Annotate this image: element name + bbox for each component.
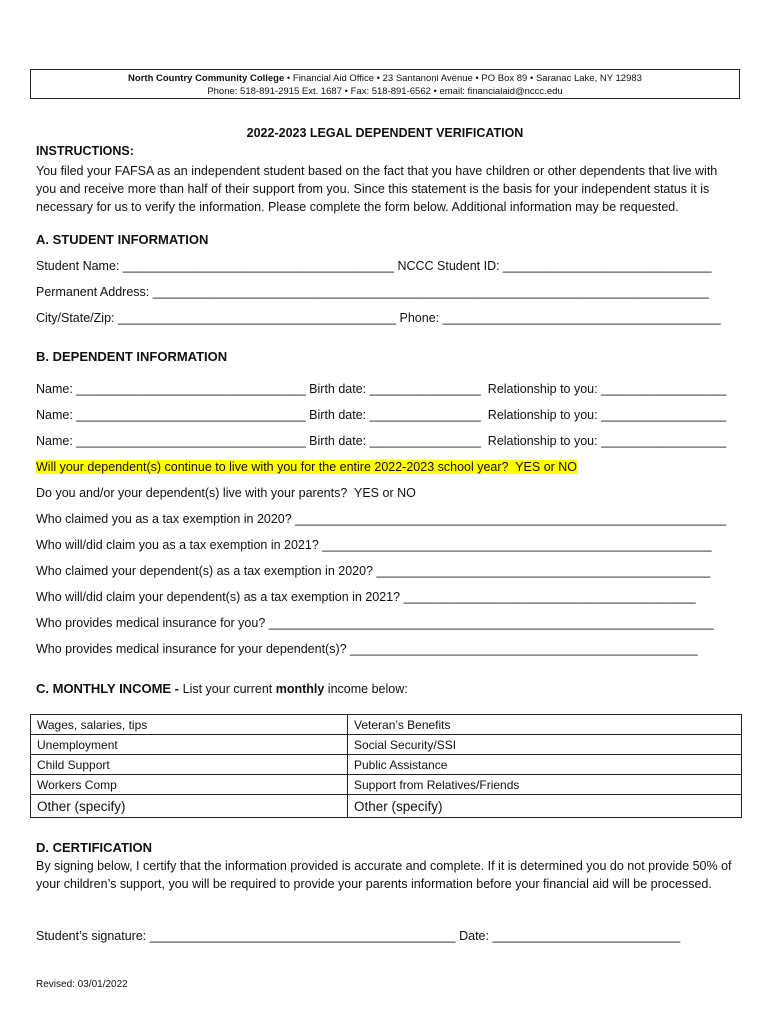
revised-date: Revised: 03/01/2022 — [36, 979, 128, 990]
instructions-text: You filed your FAFSA as an independent student based on the fact that you have children or other dependents that live with you and receive more than half of their support from you. Since this statement is the basis for your independent status it is necessary for us to verify the information. Please complete the form below. Additional information may be requested. — [36, 164, 718, 214]
header-line-2: Phone: 518-891-2915 Ext. 1687 • Fax: 518-891-6562 • email: financialaid@nccc.edu — [207, 86, 563, 97]
student-name-line[interactable]: Student Name: _______________________________________ NCCC Student ID: ______________________________ — [36, 259, 712, 273]
table-row — [31, 735, 742, 755]
header-line-1 — [31, 72, 739, 85]
question-claim-dependents-2021[interactable]: Who will/did claim your dependent(s) as a tax exemption in 2021? __________________________________________ — [36, 590, 696, 604]
section-b-heading: B. DEPENDENT INFORMATION — [36, 349, 228, 364]
section-d-heading: D. CERTIFICATION — [36, 840, 153, 855]
section-a-heading: A. STUDENT INFORMATION — [36, 232, 209, 247]
college-header-box — [30, 69, 740, 99]
instructions-heading: INSTRUCTIONS: — [36, 144, 134, 158]
question-medical-insurance-you[interactable]: Who provides medical insurance for you? ________________________________________________________________ — [36, 616, 714, 630]
highlighted-question: Will your dependent(s) continue to live with you for the entire 2022-2023 school year? YES or NO — [36, 460, 578, 474]
income-table — [30, 714, 742, 818]
income-cell[interactable]: Support from Relatives/Friends — [348, 775, 742, 795]
question-live-with-parents[interactable]: Do you and/or your dependent(s) live with your parents? YES or NO — [36, 486, 416, 500]
permanent-address-line[interactable]: Permanent Address: ________________________________________________________________________________ — [36, 285, 709, 299]
city-state-zip-line[interactable]: City/State/Zip: ________________________________________ Phone: ________________________________________ — [36, 311, 721, 325]
section-c-sub-post: income below: — [324, 682, 408, 696]
table-row — [31, 715, 742, 735]
question-live-entire-year[interactable] — [36, 460, 577, 474]
income-cell[interactable]: Child Support — [31, 755, 348, 775]
table-row — [31, 775, 742, 795]
section-c-sub-pre: List your current — [182, 682, 276, 696]
question-claimed-dependents-2020[interactable]: Who claimed your dependent(s) as a tax exemption in 2020? ________________________________________________ — [36, 564, 711, 578]
income-cell[interactable]: Veteran’s Benefits — [348, 715, 742, 735]
question-claimed-you-2020[interactable]: Who claimed you as a tax exemption in 2020? ______________________________________________________________ — [36, 512, 727, 526]
dependent-row-1[interactable]: Name: _________________________________ Birth date: ________________ Relationship to you: __________________ — [36, 382, 727, 396]
table-row — [31, 795, 742, 818]
question-medical-insurance-dependents[interactable]: Who provides medical insurance for your dependent(s)? __________________________________________________ — [36, 642, 698, 656]
income-cell[interactable]: Unemployment — [31, 735, 348, 755]
question-claim-you-2021[interactable]: Who will/did claim you as a tax exemption in 2021? ________________________________________________________ — [36, 538, 712, 552]
income-cell[interactable]: Other (specify) — [348, 795, 742, 818]
dependent-row-2[interactable]: Name: _________________________________ Birth date: ________________ Relationship to you: __________________ — [36, 408, 727, 422]
income-cell[interactable]: Wages, salaries, tips — [31, 715, 348, 735]
income-cell[interactable]: Workers Comp — [31, 775, 348, 795]
signature-line[interactable]: Student’s signature: ____________________________________________ Date: ___________________________ — [36, 929, 681, 943]
income-cell[interactable]: Public Assistance — [348, 755, 742, 775]
section-c-heading — [36, 681, 408, 696]
section-c-sub-bold: monthly — [275, 682, 325, 696]
table-row — [31, 755, 742, 775]
section-c-title: C. MONTHLY INCOME - — [36, 681, 183, 696]
college-name: North Country Community College — [128, 73, 285, 84]
certification-text: By signing below, I certify that the information provided is accurate and complete. If it is determined you do not provide 50% of your children’s support, you will be required to provide your parents information before your financial aid will be processed. — [36, 859, 732, 891]
form-title: 2022-2023 LEGAL DEPENDENT VERIFICATION — [246, 126, 524, 140]
header-address: • Financial Aid Office • 23 Santanoni Avenue • PO Box 89 • Saranac Lake, NY 12983 — [284, 73, 642, 84]
income-cell[interactable]: Social Security/SSI — [348, 735, 742, 755]
dependent-row-3[interactable]: Name: _________________________________ Birth date: ________________ Relationship to you: __________________ — [36, 434, 727, 448]
income-cell[interactable]: Other (specify) — [31, 795, 348, 818]
